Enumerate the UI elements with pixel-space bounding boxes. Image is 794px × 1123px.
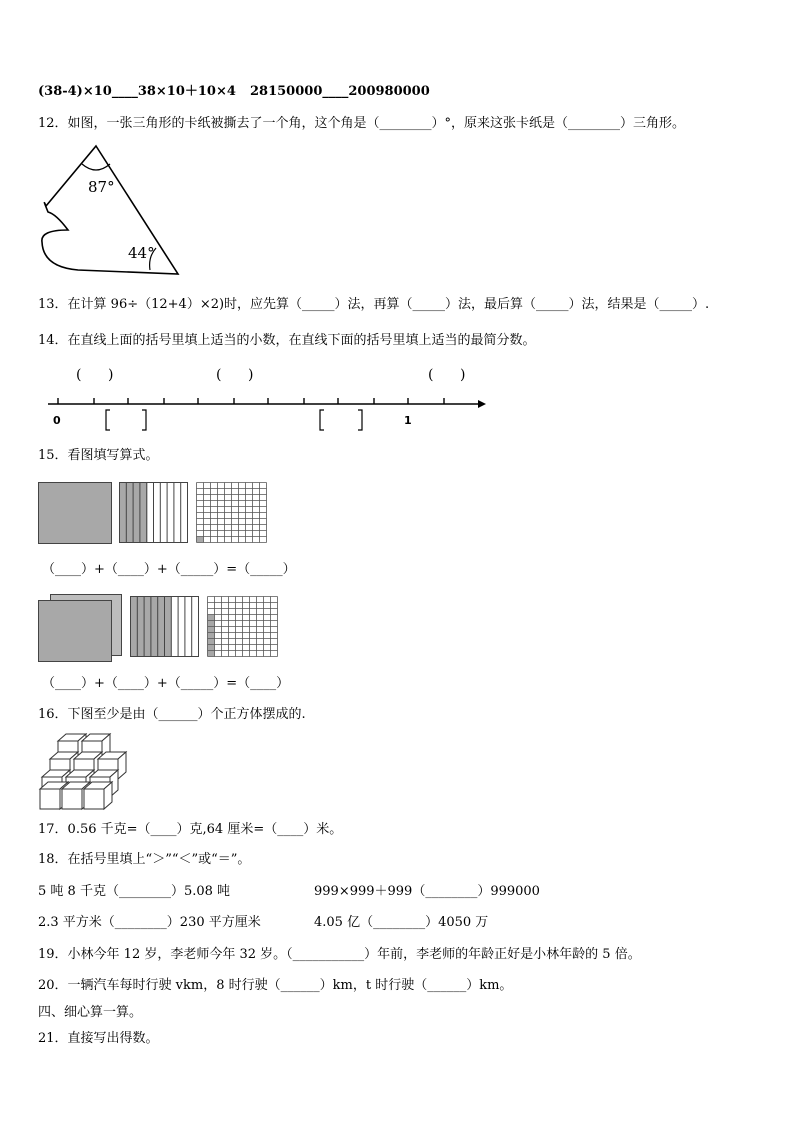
cube [84, 782, 112, 809]
question-18-d: 4.05 亿（________）4050 万 [314, 915, 489, 930]
hundredths-grid-2 [207, 596, 279, 658]
question-18-c: 2.3 平方米（________）230 平方厘米 [38, 915, 261, 930]
tenths-strip-1 [119, 482, 189, 544]
full-square-2 [38, 600, 112, 662]
hundredths-grid-1 [196, 482, 268, 544]
question-16: 16．下图至少是由（______）个正方体摆成的. [38, 707, 306, 722]
question-18-a: 5 吨 8 千克（________）5.08 吨 [38, 884, 231, 899]
number-line-label-0: 0 [53, 414, 61, 427]
question-19: 19．小林今年 12 岁，李老师今年 32 岁。（___________）年前，李老师的年龄正好是小林年龄的 5 倍。 [38, 947, 641, 962]
svg-text:(: ( [76, 367, 82, 383]
svg-text:): ) [248, 367, 254, 383]
svg-text:): ) [108, 367, 114, 383]
equation-1: （____）+（____）+（_____）=（_____） [42, 562, 296, 577]
question-13: 13．在计算 96÷（12+4）×2)时，应先算（_____）法，再算（_____）法，最后算（_____）法，结果是（_____）. [38, 297, 710, 312]
angle-87-label: 87° [88, 178, 115, 196]
question-20: 20．一辆汽车每时行驶 vkm，8 时行驶（______）km，t 时行驶（______）km。 [38, 978, 513, 993]
svg-text:(: ( [428, 367, 434, 383]
question-18-b: 999×999＋999（________）999000 [314, 884, 540, 899]
question-21: 21．直接写出得数。 [38, 1031, 159, 1046]
comparison-line-b: 28150000____200980000 [250, 84, 430, 99]
question-17: 17．0.56 千克=（____）克,64 厘米=（____）米。 [38, 822, 343, 837]
torn-triangle-figure [38, 142, 188, 278]
number-line-figure [40, 360, 490, 435]
full-square-1 [38, 482, 112, 544]
question-12: 12．如图，一张三角形的卡纸被撕去了一个角，这个角是（________）°，原来这张卡纸是（________）三角形。 [38, 116, 686, 131]
number-line-label-1: 1 [404, 414, 412, 427]
question-15: 15．看图填写算式。 [38, 448, 159, 463]
question-18: 18．在括号里填上“＞”“＜”或“＝”。 [38, 852, 251, 867]
equation-2: （____）+（____）+（_____）=（____） [42, 676, 290, 691]
tenths-strip-2 [130, 596, 200, 658]
cube-stack-figure [38, 733, 138, 811]
angle-44-label: 44° [128, 244, 155, 262]
question-14: 14．在直线上面的括号里填上适当的小数，在直线下面的括号里填上适当的最简分数。 [38, 333, 536, 348]
section-4-heading: 四、细心算一算。 [38, 1005, 143, 1020]
svg-text:(: ( [216, 367, 222, 383]
comparison-line-a: (38-4)×10____38×10＋10×4 [38, 84, 236, 99]
svg-text:): ) [460, 367, 466, 383]
